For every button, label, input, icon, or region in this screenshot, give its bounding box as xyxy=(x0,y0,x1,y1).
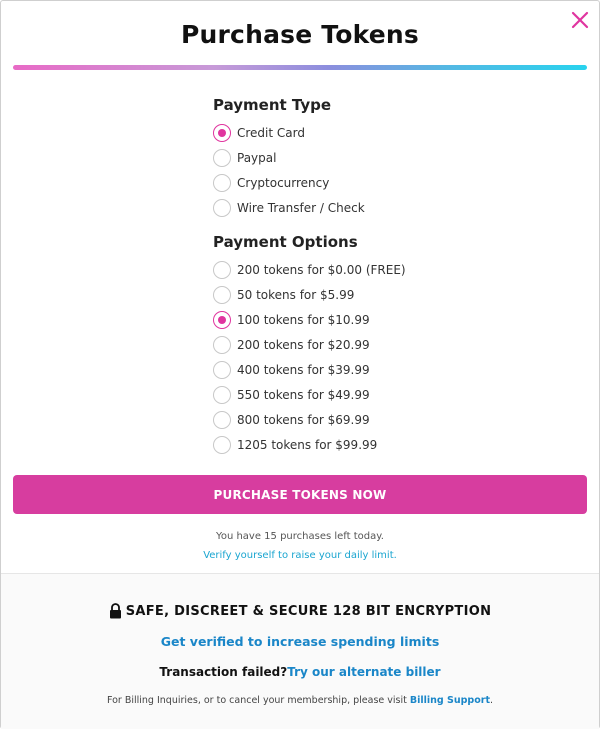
radio-label: 50 tokens for $5.99 xyxy=(237,287,355,302)
radio-label: 400 tokens for $39.99 xyxy=(237,362,370,377)
radio-button[interactable] xyxy=(213,149,231,167)
radio-label: Credit Card xyxy=(237,125,305,140)
payment-option-400[interactable] xyxy=(213,357,513,382)
radio-button[interactable] xyxy=(213,411,231,429)
purchase-tokens-button[interactable]: PURCHASE TOKENS NOW xyxy=(13,475,587,514)
billing-inquiries xyxy=(1,695,599,706)
radio-button[interactable] xyxy=(213,361,231,379)
payment-option-200-free[interactable] xyxy=(213,257,513,282)
radio-button[interactable] xyxy=(213,199,231,217)
radio-button[interactable] xyxy=(213,336,231,354)
radio-label: 550 tokens for $49.99 xyxy=(237,387,370,402)
payment-type-cryptocurrency[interactable] xyxy=(213,170,513,195)
payment-type-paypal[interactable] xyxy=(213,145,513,170)
radio-label: Cryptocurrency xyxy=(237,175,330,190)
modal-title: Purchase Tokens xyxy=(181,20,419,49)
security-footer xyxy=(1,573,599,729)
payment-options-title: Payment Options xyxy=(213,233,358,251)
get-verified-link[interactable]: Get verified to increase spending limits xyxy=(160,634,440,649)
radio-button[interactable] xyxy=(213,436,231,454)
radio-label: 200 tokens for $0.00 (FREE) xyxy=(237,262,406,277)
radio-label: 100 tokens for $10.99 xyxy=(237,312,370,327)
encryption-text: SAFE, DISCREET & SECURE 128 BIT ENCRYPTION xyxy=(125,603,492,619)
radio-button[interactable] xyxy=(213,311,231,329)
encryption-notice xyxy=(1,603,599,619)
payment-type-credit-card[interactable] xyxy=(213,120,513,145)
transaction-failed-notice xyxy=(1,665,599,679)
radio-label: Wire Transfer / Check xyxy=(237,200,365,215)
alternate-biller-link[interactable]: Try our alternate biller xyxy=(287,665,441,679)
title-gradient-divider xyxy=(13,65,587,70)
verify-daily-limit-link[interactable]: Verify yourself to raise your daily limit. xyxy=(203,550,397,561)
transaction-failed-text: Transaction failed? xyxy=(159,665,288,679)
radio-button[interactable] xyxy=(213,261,231,279)
radio-button[interactable] xyxy=(213,124,231,142)
radio-label: 800 tokens for $69.99 xyxy=(237,412,370,427)
payment-option-1205[interactable] xyxy=(213,432,513,457)
billing-text: For Billing Inquiries, or to cancel your membership, please visit xyxy=(106,695,410,706)
payment-type-wire-transfer[interactable] xyxy=(213,195,513,220)
radio-label: 1205 tokens for $99.99 xyxy=(237,437,378,452)
payment-option-200[interactable] xyxy=(213,332,513,357)
purchases-left-text: You have 15 purchases left today. xyxy=(216,531,384,542)
lock-icon xyxy=(109,603,122,619)
purchase-limits xyxy=(1,530,599,562)
close-icon[interactable] xyxy=(569,9,591,31)
payment-option-550[interactable] xyxy=(213,382,513,407)
radio-button[interactable] xyxy=(213,174,231,192)
payment-form xyxy=(213,96,513,457)
radio-button[interactable] xyxy=(213,386,231,404)
payment-type-title: Payment Type xyxy=(213,96,332,114)
radio-label: Paypal xyxy=(237,150,277,165)
radio-button[interactable] xyxy=(213,286,231,304)
billing-end: . xyxy=(490,695,494,706)
radio-label: 200 tokens for $20.99 xyxy=(237,337,370,352)
payment-option-50[interactable] xyxy=(213,282,513,307)
billing-support-link[interactable]: Billing Support xyxy=(409,695,490,706)
payment-option-800[interactable] xyxy=(213,407,513,432)
payment-option-100[interactable] xyxy=(213,307,513,332)
